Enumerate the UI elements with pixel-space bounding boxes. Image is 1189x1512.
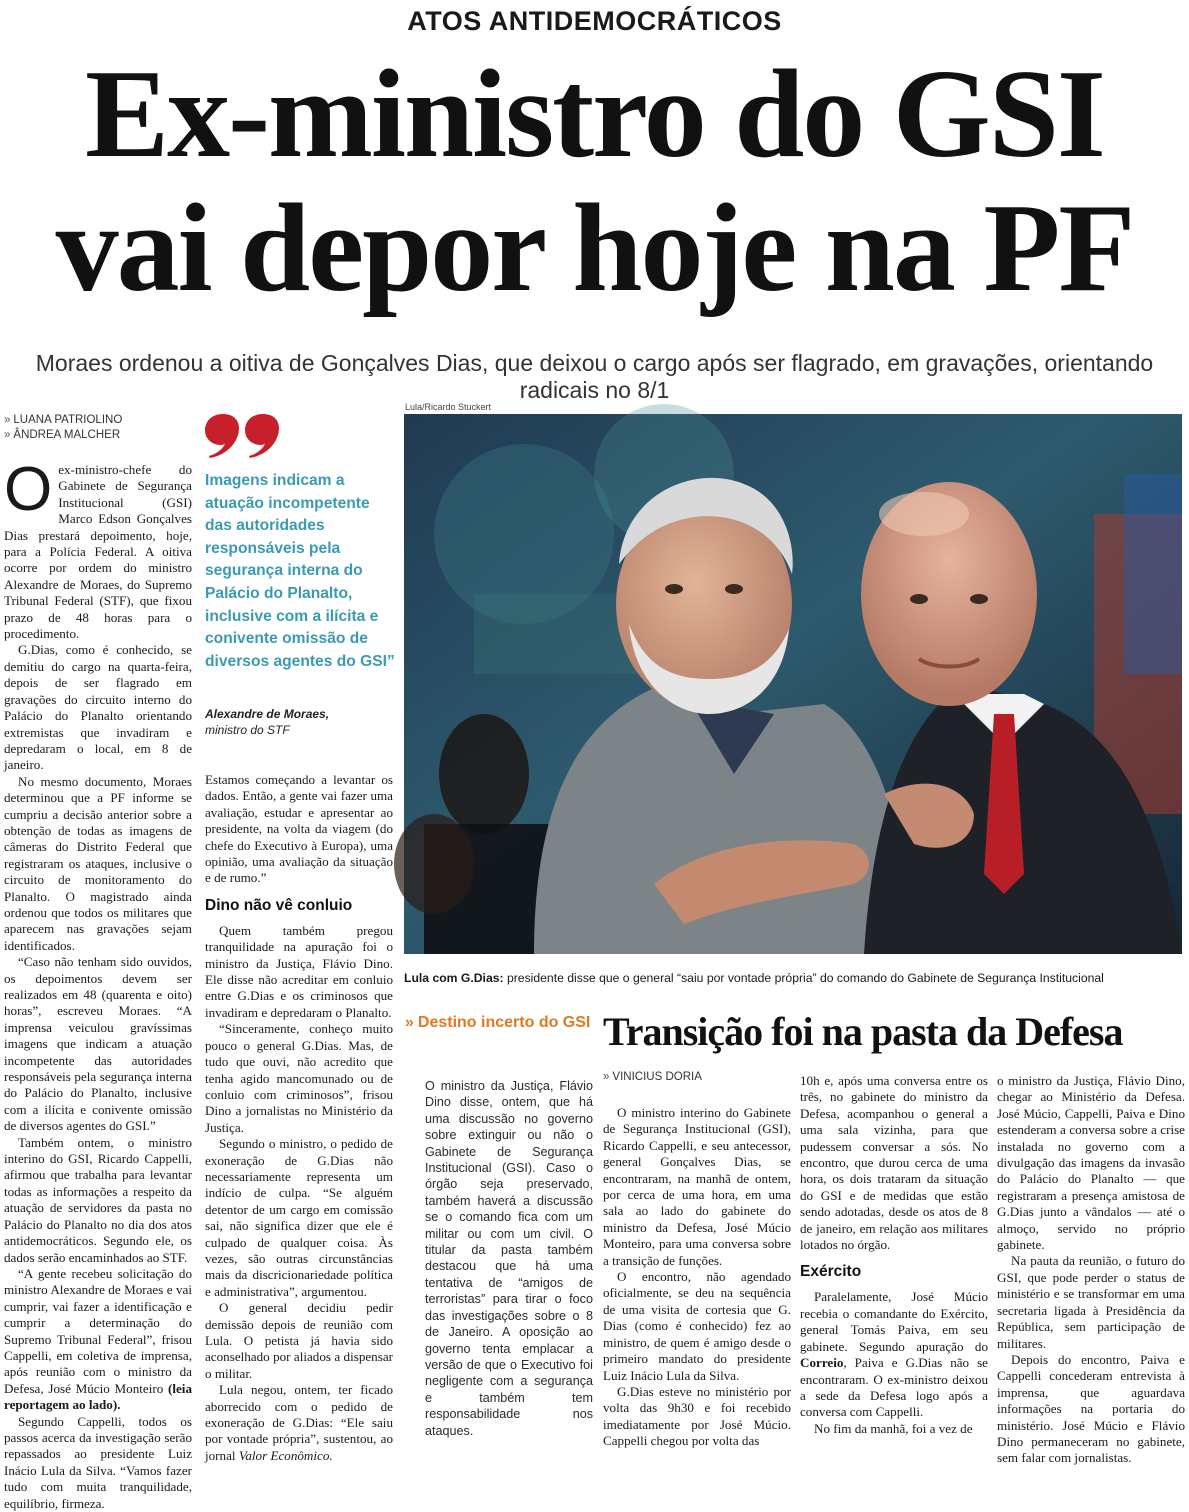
drop-cap: O: [4, 455, 53, 524]
byline-name: VINICIUS DORIA: [612, 1071, 702, 1083]
article-paragraph: Depois do encontro, Paiva e Cappelli concederam entrevista à imprensa, que aguardava informações na portaria do ministério. José Múcio e Flávio Dino permaneceram no gabinete, sem falar com jornalistas.: [997, 1351, 1185, 1466]
paragraph-text: , Paiva e G.Dias não se encontraram. O ex-ministro deixou a sede da Defesa logo após a conversa com Cappelli.: [800, 1355, 988, 1420]
article-paragraph: Segundo o ministro, o pedido de exoneração de G.Dias não necessariamente representa um indício de culpa. “Se alguém detentor de um cargo em comissão sai, não significa dizer que ele é culpado de qualquer coisa. Às vezes, são outras circunstâncias mais da discricionariedade política e administrativa”, argumentou.: [205, 1136, 393, 1299]
article-paragraph: “Sinceramente, conheço muito pouco o general G.Dias. Mas, de tudo que ouvi, não acredito que tenha agido mancomunado ou de conluio com criminosos”, frisou Dino a jornalistas no Ministério da Justiça.: [205, 1021, 393, 1135]
section-subhead: Dino não vê conluio: [205, 896, 353, 914]
sidebar-text: O ministro da Justiça, Flávio Dino disse, ontem, que há uma discussão no governo sobre extinguir ou não o Gabinete de Segurança Institucional (GSI). Caso o órgão seja preservado, também haverá a discussão se o comando fica com um militar ou com um civil. O titular da pasta também destacou que há uma tentativa de “amigos de terroristas” para tirar o foco das investigações sobre o 8 de Janeiro. A oposição ao governo tenta emplacar a versão de que o Executivo foi negligente com a segurança e também tem responsabilidade nos ataques.: [425, 1079, 593, 1438]
article-paragraph: [4, 455, 192, 642]
article-paragraph: Quem também pregou tranquilidade na apuração foi o ministro da Justiça, Flávio Dino. Ele disse não acreditar em conluio entre G.Dias e os criminosos que invadiram e depredaram o Planalto.: [205, 922, 393, 1020]
news-photo: [404, 414, 1182, 954]
see-also-reference: (leia reportagem ao lado).: [4, 1380, 192, 1413]
article-paragraph: “Caso não tenham sido ouvidos, os depoimentos devem ser realizados em 48 (quarenta e oito) horas”, escreveu Moraes. “A imprensa veiculou gravíssimas imagens que indicam a atuação incompetente das autoridades responsáveis pela segurança interna do Palácio do Planalto, inclusive com a ilícita e conivente omissão de diversos agentes do GSI.”: [4, 954, 192, 1134]
article-paragraph: 10h e, após uma conversa entre os três, no gabinete do ministro da Defesa, acompanhou o general a uma sala vizinha, para que pudessem conversar a sós. No encontro, que durou cerca de uma hora, os dois trataram da situação do GSI e de medidas que estão sendo adotadas, desde os atos de 8 de janeiro, em relação aos militares lotados no órgão.: [800, 1073, 988, 1253]
newspaper-name: Correio: [800, 1355, 844, 1371]
paragraph-text: “A gente recebeu solicitação do ministro Alexandre de Moraes e vai cumprir, vai fazer a identificação e cumprir a determinação do Supremo Tribunal Federal”, frisou Cappelli, em coletiva de imprensa, após reunião com o ministro da Defesa, José Múcio Monteiro: [4, 1265, 192, 1396]
byline-name: ÂNDREA MALCHER: [13, 429, 121, 441]
byline-story-2: » VINICIUS DORIA: [603, 1071, 702, 1083]
paragraph-text: Paralelamente, José Múcio recebia o comandante do Exército, general Tomás Paiva, em seu gabinete. Segundo apuração do: [800, 1289, 988, 1354]
article-column-2: [205, 772, 393, 1463]
article-paragraph: No mesmo documento, Moraes determinou que a PF informe se cumpriu a decisão anterior sobre a obtenção de todas as imagens de câmeras do Distrito Federal que registraram os ataques, inclusive o circuito de monitoramento do Planalto. O magistrado ainda ordenou que todos os militares que aparecem nas gravações sejam identificados.: [4, 773, 192, 953]
article-paragraph: Estamos começando a levantar os dados. Então, a gente vai fazer uma avaliação, estudar e apresentar ao presidente, na volta da viagem (do chefe do Executivo à Europa), uma opinião, uma avaliação da situação e de rumo.”: [205, 772, 393, 886]
headline-line-2: vai depor hoje na PF: [55, 179, 1134, 318]
section-subhead: Exército: [800, 1263, 862, 1281]
photo-caption: [404, 971, 1184, 985]
article-column-1: [4, 455, 192, 1511]
byline-author-1: » LUANA PATRIOLINO: [4, 414, 123, 426]
deck: Moraes ordenou a oitiva de Gonçalves Dias, que deixou o cargo após ser flagrado, em gravações, orientando radicais no 8/1: [35, 350, 1154, 403]
byline-name: LUANA PATRIOLINO: [13, 414, 123, 426]
byline-author-2: » ÂNDREA MALCHER: [4, 429, 121, 441]
story2-column-3: [997, 1073, 1185, 1466]
pull-quote: Imagens indicam a atuação incompetente das autoridades responsáveis pela segurança interna do Palácio do Planalto, inclusive com a ilícita e conivente omissão de diversos agentes do GSI”: [205, 472, 395, 670]
sidebar-title: [405, 1012, 595, 1033]
photo-credit: Lula/Ricardo Stuckert: [405, 402, 492, 412]
story2-column-2: [800, 1073, 988, 1438]
photo-illustration: [404, 414, 1182, 954]
main-headline: [0, 45, 1189, 318]
article-paragraph: No fim da manhã, foi a vez de: [814, 1420, 973, 1436]
caption-lead: Lula com G.Dias:: [404, 971, 504, 985]
paragraph-text: Lula negou, ontem, ter ficado aborrecido com o pedido de exoneração de G.Dias: “Ele saiu por vontade própria”, sustentou, ao jornal: [205, 1382, 393, 1463]
article-paragraph: [205, 1382, 393, 1464]
secondary-headline: Transição foi na pasta da Defesa: [603, 1009, 1123, 1054]
article-paragraph: o ministro da Justiça, Flávio Dino, chegar ao Ministério da Defesa. José Múcio, Cappelli, Paiva e Dino estenderam a conversa sobre a crise instalada no governo com a divulgação das imagens da invasão do Palácio do Planalto — que registraram a presença amistosa de G.Dias junto a vândalos — até o almoço, servido no próprio gabinete.: [997, 1073, 1185, 1253]
article-paragraph: Na pauta da reunião, o futuro do GSI, que pode perder o status de ministério e se transformar em uma secretaria ligada à Presidência da República, sem participação de militares.: [997, 1253, 1185, 1351]
sidebar-title-text: Destino incerto do GSI: [417, 1014, 591, 1031]
story2-column-1: [603, 1105, 791, 1449]
article-paragraph: Também ontem, o ministro interino do GSI, Ricardo Cappelli, afirmou que trabalha para levantar todas as informações a respeito da atuação de servidores da pasta no Palácio do Planalto no dia dos atos antidemocráticos. Segundo ele, os dados serão encaminhados ao STF.: [4, 1134, 192, 1265]
article-paragraph: O encontro, não agendado oficialmente, se deu na sequência de uma visita de cortesia que G. Dias (como é conhecido) fez ao ministro, de quem é amigo desde o primeiro mandato do presidente Luiz Inácio Lula da Silva.: [603, 1269, 791, 1383]
article-paragraph: G.Dias, como é conhecido, se demitiu do cargo na quarta-feira, depois de ser flagrado em gravações do circuito interno do Palácio do Planalto orientando extremistas que invadiram e depredaram o local, em 8 de janeiro.: [4, 642, 192, 773]
quote-marks-icon: [205, 412, 285, 458]
headline-line-1: Ex-ministro do GSI: [85, 45, 1104, 184]
section-kicker: ATOS ANTIDEMOCRÁTICOS: [407, 6, 782, 36]
publication-name: Valor Econômico.: [238, 1447, 333, 1463]
paragraph-text: ex-ministro-chefe do Gabinete de Segurança Institucional (GSI) Marco Edson Gonçalves Dias prestará depoimento, hoje, para a Polícia Federal. A oitiva ocorre por ordem do ministro Alexandre de Moraes, do Supremo Tribunal Federal (STF), que fixou prazo de 48 horas para o procedimento.: [4, 462, 192, 642]
article-paragraph: [4, 1266, 192, 1414]
quote-author-role: ministro do STF: [205, 723, 290, 737]
caption-text: presidente disse que o general “saiu por vontade própria” do comando do Gabinete de Segurança Institucional: [506, 971, 1104, 985]
quote-author-name: Alexandre de Moraes,: [205, 707, 330, 721]
article-paragraph: [800, 1289, 988, 1420]
chevron-right-icon: »: [405, 1014, 414, 1031]
article-paragraph: O ministro interino do Gabinete de Segurança Institucional (GSI), Ricardo Cappelli, e seu antecessor, general Gonçalves Dias, se encontraram, na manhã de ontem, por cerca de uma hora, em uma sala ao lado do gabinete do ministro da Defesa, José Múcio Monteiro, para uma conversa sobre a transição de funções.: [603, 1105, 791, 1268]
article-paragraph: G.Dias esteve no ministério por volta das 9h30 e foi recebido imediatamente por José Múcio. Cappelli chegou por volta das: [603, 1383, 791, 1449]
quote-attribution: [205, 706, 395, 738]
article-paragraph: O general decidiu pedir demissão depois de reunião com Lula. O petista já havia sido aconselhado por aliados a dispensar o militar.: [205, 1300, 393, 1381]
article-paragraph: Segundo Cappelli, todos os passos acerca da investigação serão repassados ao presidente Luiz Inácio Lula da Silva. “Vamos fazer tudo com muita tranquilidade, equilíbrio, firmeza.: [4, 1413, 192, 1511]
